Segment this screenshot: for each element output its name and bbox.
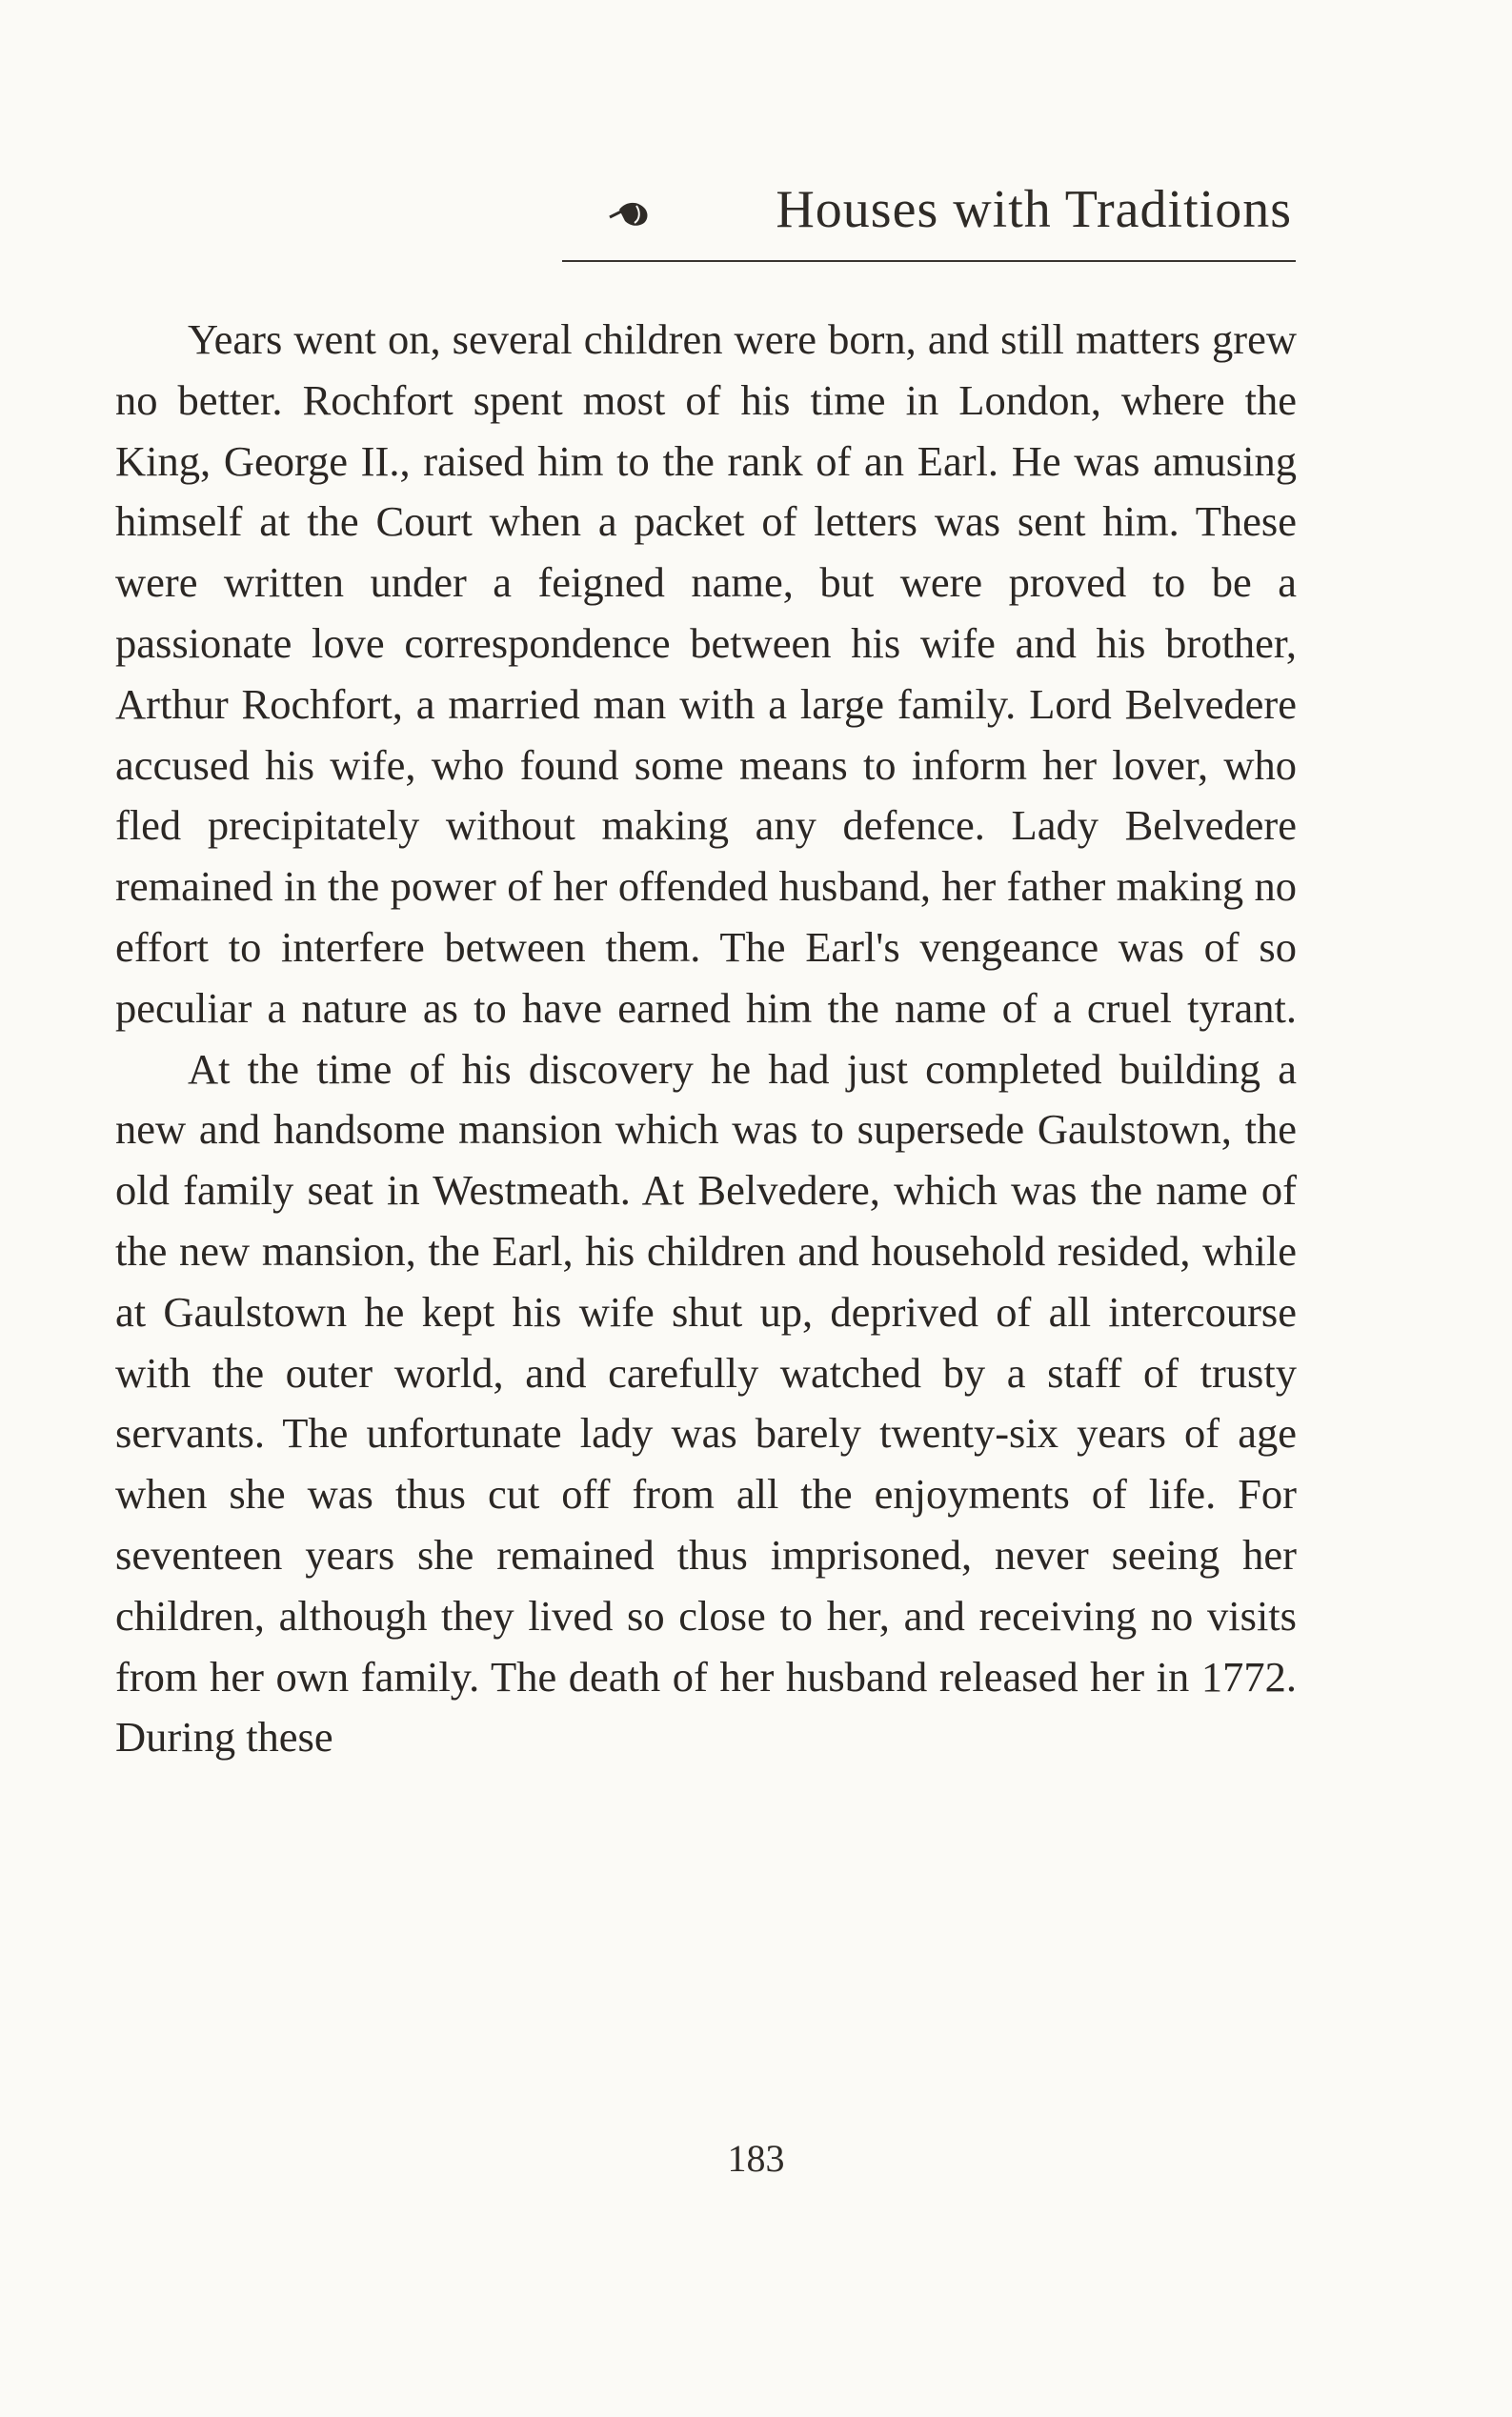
body-text [115,310,1297,1768]
paragraph: Years went on, several children were born, and still matters grew no better. Rochfort spent most of his time in London, where the King, George II., raised him to the rank of an Earl. He was amusing himself at the Court when a packet of letters was sent him. These were written under a feigned name, but were proved to be a passionate love correspondence between his wife and his brother, Arthur Rochfort, a married man with a large family. Lord Belvedere accused his wife, who found some means to inform her lover, who fled precipitately without making any defence. Lady Belvedere remained in the power of her offended husband, her father making no effort to interfere between them. The Earl's vengeance was of so peculiar a nature as to have earned him the name of a cruel tyrant. [115,315,1297,1032]
page-number: 183 [727,2137,785,2180]
paragraph: At the time of his discovery he had just completed building a new and handsome mansion which was to supersede Gaulstown, the old family seat in Westmeath. At Belvedere, which was the name of the new mansion, the Earl, his children and household resided, while at Gaulstown he kept his wife shut up, deprived of all intercourse with the outer world, and carefully watched by a staff of trusty servants. The unfortunate lady was barely twenty-six years of age when she was thus cut off from all the enjoyments of life. For seventeen years she remained thus imprisoned, never seeing her children, although they lived so close to her, and receiving no visits from her own family. The death of her husband released her in 1772. During these [115,1044,1297,1762]
hand-ornament-icon [608,194,654,232]
running-head-title: Houses with Traditions [776,180,1292,239]
running-head [562,170,1296,262]
